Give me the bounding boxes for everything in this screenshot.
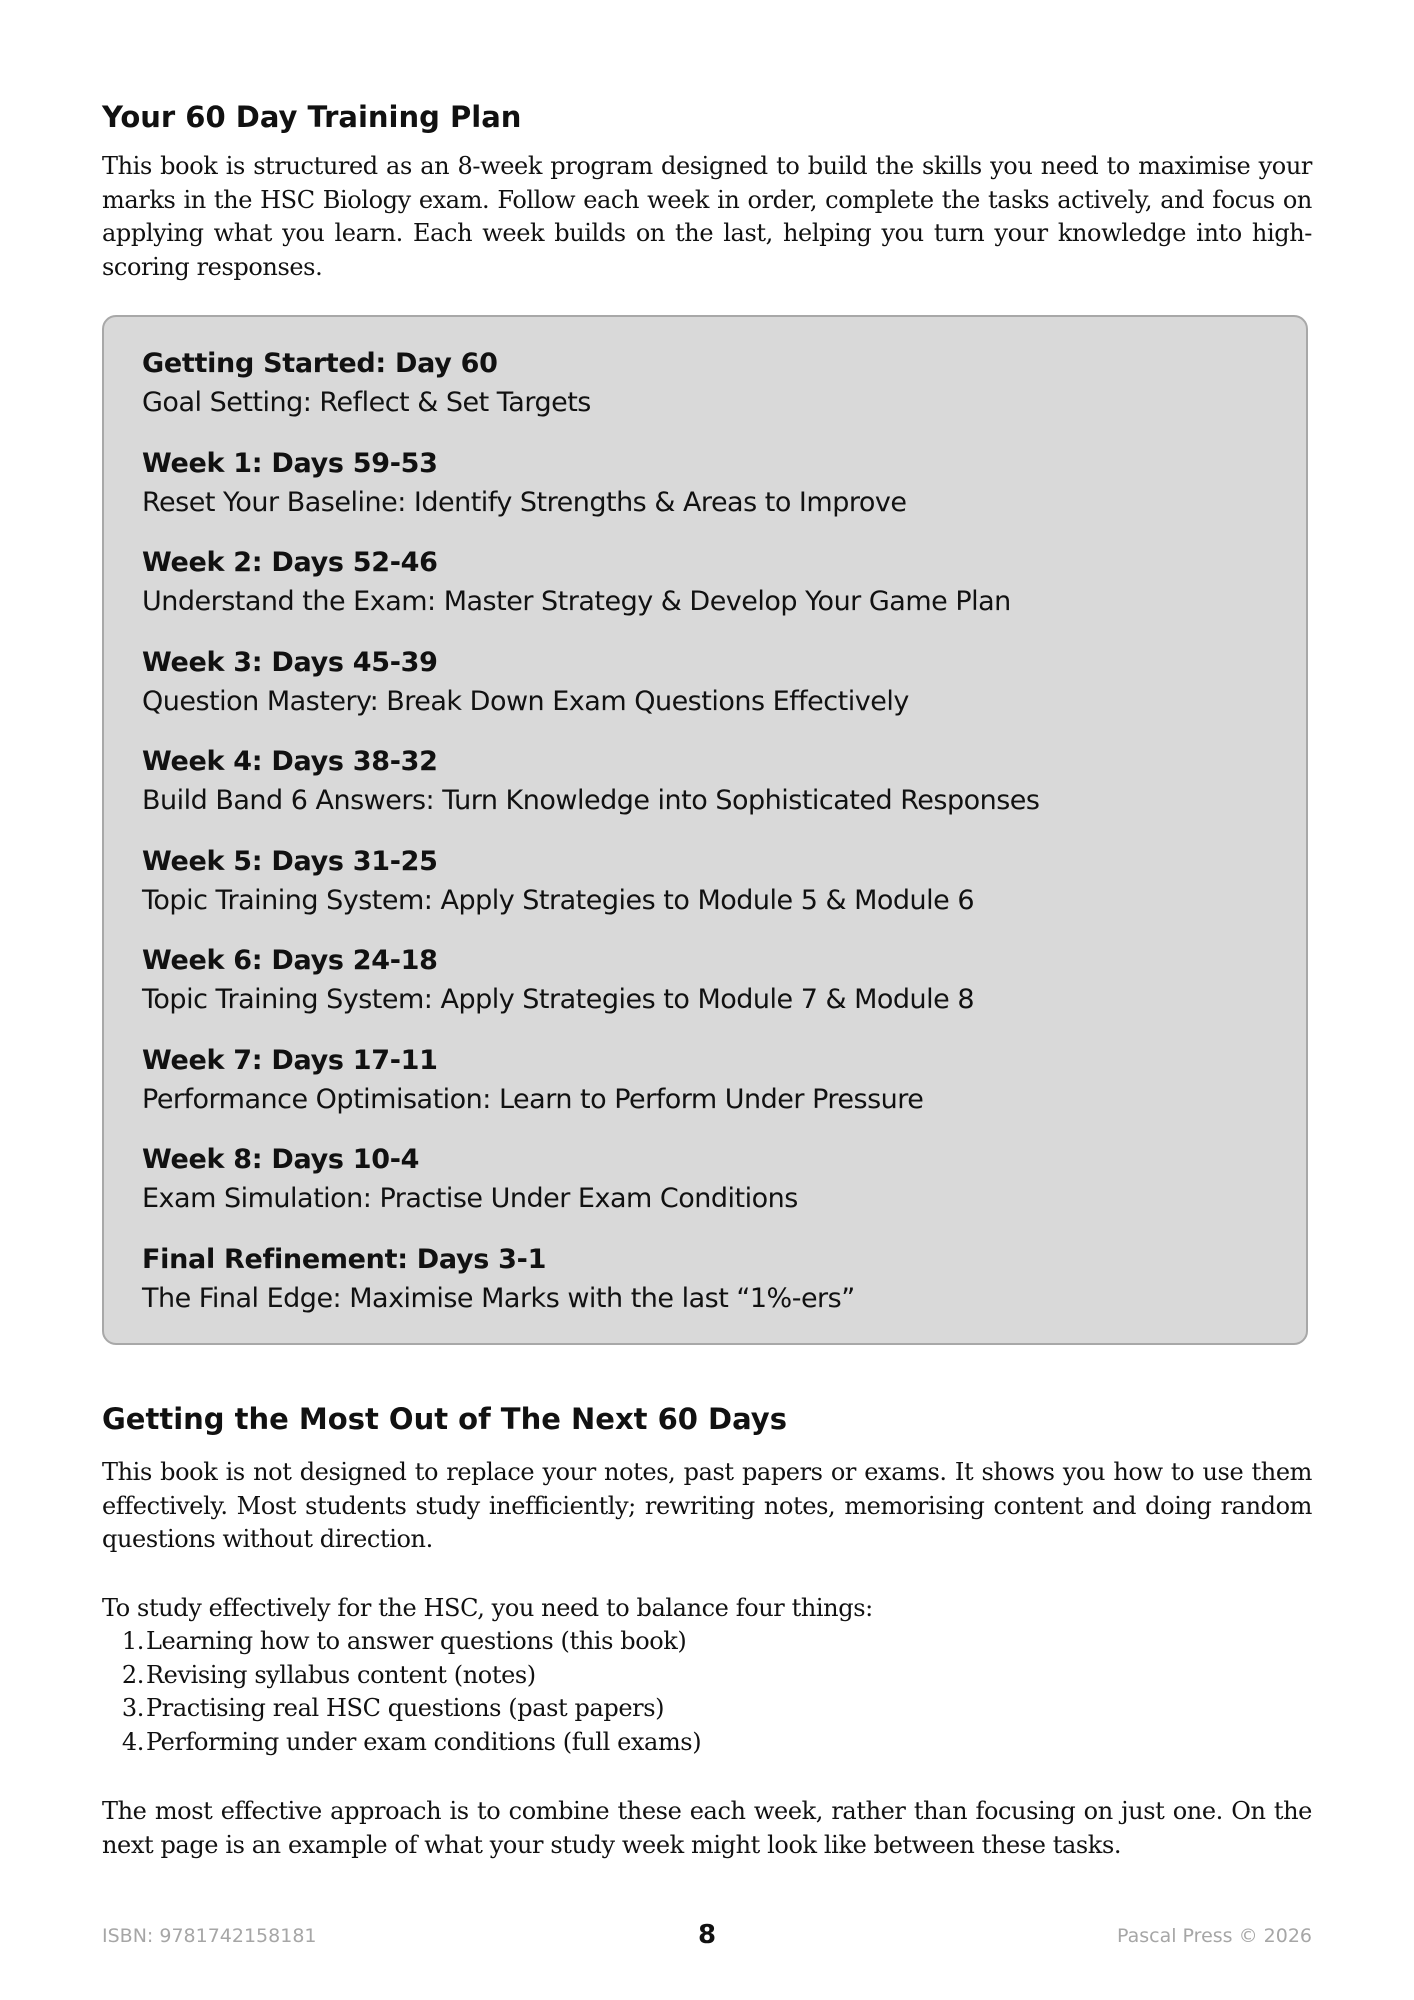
- plan-item-title: Week 2: Days 52-46: [142, 547, 438, 578]
- plan-item-week-7: [142, 1042, 1039, 1142]
- list-item: [102, 1726, 701, 1760]
- plan-item-week-8: [142, 1141, 1039, 1241]
- training-plan-box: [102, 315, 1308, 1345]
- plan-item-title: Week 8: Days 10-4: [142, 1144, 420, 1175]
- list-text: Performing under exam conditions (full exams): [146, 1727, 702, 1756]
- plan-item-title: Week 6: Days 24-18: [142, 945, 438, 976]
- plan-item-description: Topic Training System: Apply Strategies to Module 5 & Module 6: [142, 884, 975, 916]
- plan-item-description: Reset Your Baseline: Identify Strengths & Areas to Improve: [142, 486, 907, 518]
- list-text: Learning how to answer questions (this book): [146, 1627, 687, 1655]
- plan-item-week-2: [142, 544, 1039, 644]
- body-paragraph-2: To study effectively for the HSC, you need to balance four things:: [102, 1594, 873, 1622]
- plan-item-description: Topic Training System: Apply Strategies to Module 7 & Module 8: [142, 984, 975, 1015]
- plan-item-description: Question Mastery: Break Down Exam Questions Effectively: [142, 685, 909, 717]
- list-text: Revising syllabus content (notes): [146, 1660, 536, 1689]
- list-text: Practising real HSC questions (past papers): [146, 1694, 665, 1722]
- plan-item-description: Performance Optimisation: Learn to Perform Under Pressure: [142, 1083, 924, 1115]
- plan-item-description: Understand the Exam: Master Strategy & Develop Your Game Plan: [142, 586, 1011, 617]
- plan-item-title: Week 3: Days 45-39: [142, 646, 438, 678]
- plan-item-week-6: [142, 942, 1039, 1042]
- plan-item-title: Week 7: Days 17-11: [142, 1044, 438, 1076]
- plan-item-description: Goal Setting: Reflect & Set Targets: [142, 387, 591, 418]
- plan-item-description: Build Band 6 Answers: Turn Knowledge into Sophisticated Responses: [142, 785, 1040, 816]
- list-item: [102, 1692, 701, 1726]
- plan-item-description: Exam Simulation: Practise Under Exam Conditions: [142, 1183, 798, 1214]
- section-heading-next-60-days: Getting the Most Out of The Next 60 Days: [102, 1402, 787, 1436]
- list-number: 3.: [121, 1694, 144, 1722]
- plan-item-title: Final Refinement: Days 3-1: [142, 1243, 547, 1275]
- intro-paragraph: This book is structured as an 8-week program designed to build the skills you need to maximise your marks in the HSC Biology exam. Follow each week in order, complete the tasks actively, and focus on applying what you learn. Each week builds on the last, helping you turn your knowledge into high-scoring responses.: [102, 152, 1312, 281]
- section-heading-training-plan: Your 60 Day Training Plan: [102, 100, 522, 134]
- plan-item-week-5: [142, 843, 1039, 943]
- plan-item-title: Week 4: Days 38-32: [142, 746, 438, 777]
- study-balance-list: [102, 1625, 701, 1759]
- plan-item-description: The Final Edge: Maximise Marks with the last “1%-ers”: [142, 1282, 855, 1314]
- plan-item-title: Getting Started: Day 60: [142, 348, 498, 379]
- page-number: 8: [697, 1920, 717, 1950]
- body-paragraph-3: The most effective approach is to combine these each week, rather than focusing on just one. On the next page is an example of what your study week might look like between these tasks.: [102, 1797, 1312, 1859]
- plan-item-title: Week 1: Days 59-53: [142, 447, 438, 479]
- body-paragraph-1: This book is not designed to replace your notes, past papers or exams. It shows you how to use them effectively. Most students study inefficiently; rewriting notes, memorising content and doing random questions without direction.: [102, 1458, 1312, 1553]
- list-item: [102, 1659, 701, 1693]
- list-number: 1.: [121, 1627, 144, 1655]
- plan-item-final-refinement: [142, 1241, 1039, 1341]
- training-plan-list: [142, 345, 1039, 1340]
- list-number: 2.: [121, 1660, 144, 1689]
- list-number: 4.: [121, 1727, 144, 1756]
- plan-item-title: Week 5: Days 31-25: [142, 845, 438, 877]
- plan-item-week-4: [142, 743, 1039, 843]
- footer-publisher: Pascal Press © 2026: [1117, 1925, 1312, 1947]
- plan-item-getting-started: [142, 345, 1039, 445]
- list-item: [102, 1625, 701, 1659]
- footer-isbn: ISBN: 9781742158181: [102, 1925, 317, 1947]
- plan-item-week-3: [142, 644, 1039, 744]
- plan-item-week-1: [142, 445, 1039, 545]
